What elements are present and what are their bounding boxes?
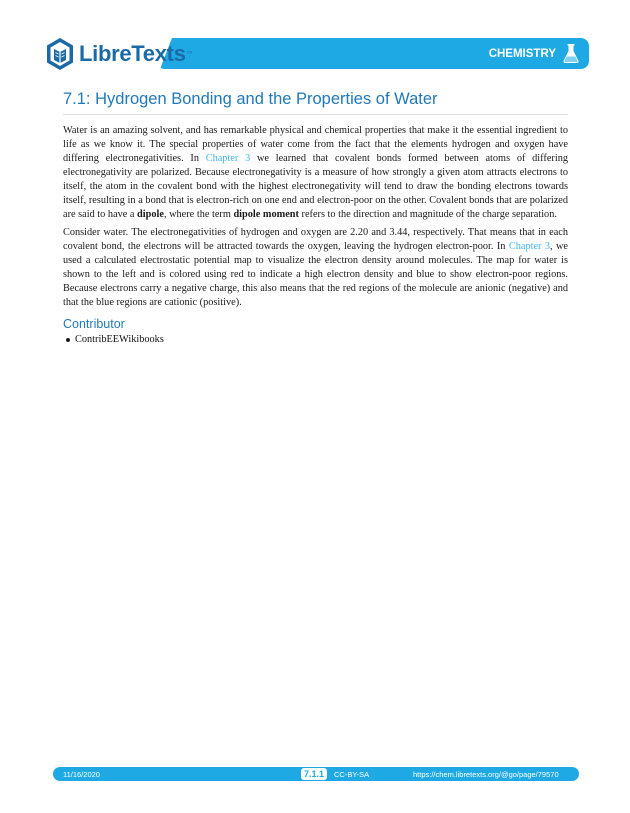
paragraph-1-text-2: we learned that covalent bonds formed between atoms of differing electronegativity are polarized. Because electronegativity is a measure of how strongly a given atom attracts electrons to itself, the atom in the covalent bond with the highest electronegativity will tend to draw the bonding electrons towards itself, resulting in a bond that is electron-rich on one end and electron-poor on the other. Covalent bonds that are polarized are said to have a: [63, 153, 568, 220]
flask-icon: [562, 44, 580, 64]
contributor-list: [63, 333, 164, 347]
footer-page-number: 7.1.1: [301, 768, 327, 780]
libretexts-logo-icon: [45, 37, 75, 71]
paragraph-2: [63, 226, 568, 310]
footer-license[interactable]: CC-BY-SA: [334, 769, 370, 779]
footer-date: 11/16/2020: [63, 769, 100, 779]
paragraph-1-text-1: Water is an amazing solvent, and has remarkable physical and chemical properties that make it the essential ingredient to life as we know it. The special properties of water come from the fact that the elements hydrogen and oxygen have differing electronegativities. In: [63, 125, 568, 164]
logo-text: LibreTexts: [79, 41, 186, 66]
paragraph-2-text-2: , we used a calculated electrostatic potential map to visualize the electron density around molecules. The map for water is shown to the left and is colored using red to indicate a high electron density and blue to show electron-poor regions. Because electrons carry a negative charge, this also means that the red regions of the molecule are anionic (negative) and that the blue regions are cationic (positive).: [63, 241, 568, 308]
contributor-heading: Contributor: [63, 317, 125, 331]
page-title: 7.1: Hydrogen Bonding and the Properties of Water: [63, 90, 568, 115]
subject-label-group: [489, 38, 580, 69]
subject-label: CHEMISTRY: [488, 47, 556, 60]
chapter-3-link-2[interactable]: Chapter 3: [508, 241, 551, 252]
paragraph-1-text-3: , where the term: [163, 209, 234, 220]
paragraph-1: [63, 124, 568, 222]
logo-trademark: ™: [186, 51, 193, 57]
chapter-3-link[interactable]: Chapter 3: [205, 153, 251, 164]
term-dipole-moment: dipole moment: [233, 209, 299, 220]
term-dipole: dipole: [137, 209, 164, 220]
paragraph-1-text-4: refers to the direction and magnitude of the charge separation.: [298, 209, 557, 220]
paragraph-2-text-1: Consider water. The electronegativities of hydrogen and oxygen are 2.20 and 3.44, respectively. That means that in each covalent bond, the electrons will be attracted towards the oxygen, leaving the hydrogen electron-poor. In: [63, 227, 568, 252]
footer-bar: [53, 767, 579, 781]
contributor-item: ContribEEWikibooks: [63, 333, 164, 347]
footer-url-link[interactable]: https://chem.libretexts.org/@go/page/79570: [413, 769, 559, 779]
libretexts-logo[interactable]: [45, 36, 193, 72]
